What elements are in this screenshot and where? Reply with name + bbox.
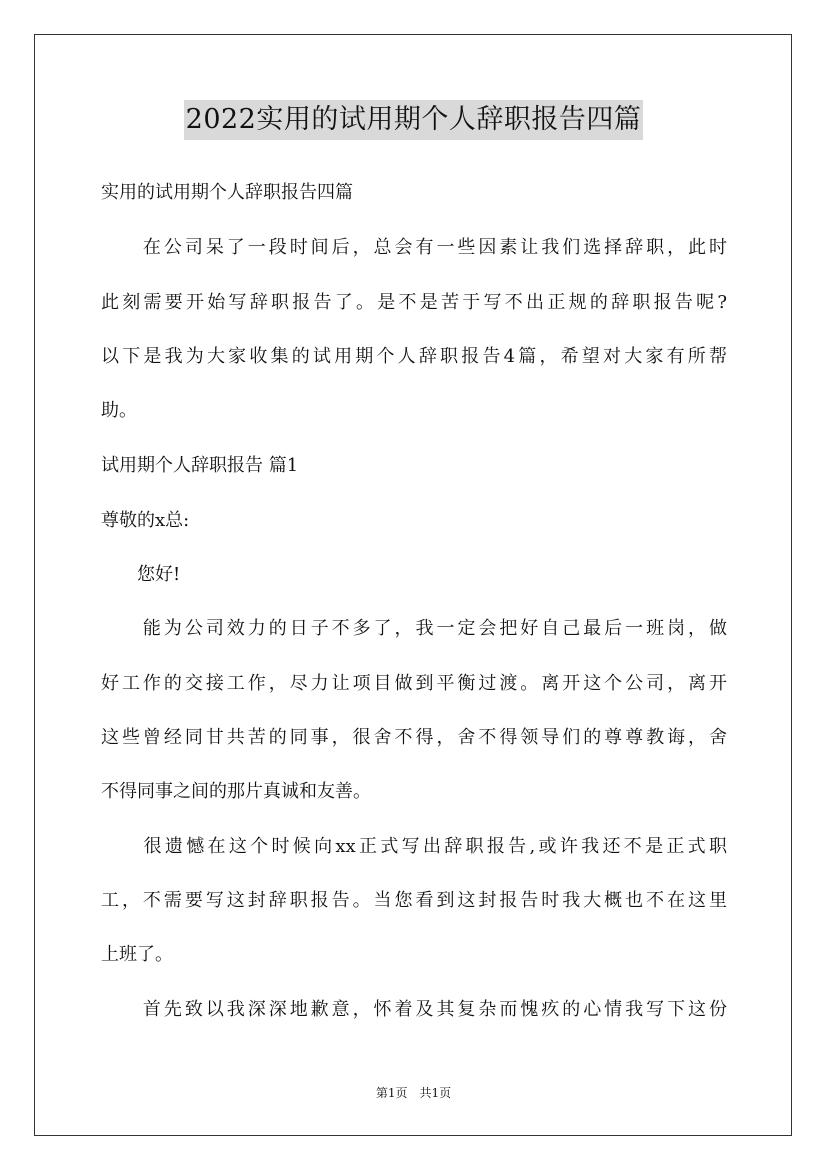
- greeting: 您好!: [101, 564, 181, 585]
- paragraph-line: 上班了。: [101, 944, 173, 965]
- title-container: [0, 100, 827, 140]
- paragraph-line: 好工作的交接工作，尽力让项目做到平衡过渡。离开这个公司，离开: [101, 673, 727, 694]
- paragraph-line: 助。: [101, 400, 137, 421]
- paragraph-line: 这些曾经同甘共苦的同事，很舍不得，舍不得领导们的尊尊教诲，舍: [101, 727, 727, 748]
- paragraph-line: 能为公司效力的日子不多了，我一定会把好自己最后一班岗，做: [101, 618, 727, 639]
- paragraph-line: 很遗憾在这个时候向xx正式写出辞职报告,或许我还不是正式职: [101, 836, 727, 857]
- paragraph-line: 工，不需要写这封辞职报告。当您看到这封报告时我大概也不在这里: [101, 890, 727, 911]
- section-heading: 试用期个人辞职报告 篇1: [101, 455, 299, 476]
- paragraph-line: 此刻需要开始写辞职报告了。是不是苦于写不出正规的辞职报告呢?: [101, 292, 727, 313]
- paragraph-line: 以下是我为大家收集的试用期个人辞职报告4篇，希望对大家有所帮: [101, 346, 727, 367]
- paragraph-line: 在公司呆了一段时间后，总会有一些因素让我们选择辞职，此时: [101, 237, 727, 258]
- page-footer: [0, 1085, 827, 1101]
- subtitle: 实用的试用期个人辞职报告四篇: [101, 182, 353, 203]
- page-total: 共1页: [419, 1086, 452, 1100]
- paragraph-line: 不得同事之间的那片真诚和友善。: [101, 781, 371, 802]
- page-number: 第1页: [375, 1086, 408, 1100]
- paragraph-line: 首先致以我深深地歉意，怀着及其复杂而愧疚的心情我写下这份: [101, 999, 727, 1020]
- salutation: 尊敬的x总:: [101, 510, 190, 531]
- document-title: 2022实用的试用期个人辞职报告四篇: [184, 100, 644, 140]
